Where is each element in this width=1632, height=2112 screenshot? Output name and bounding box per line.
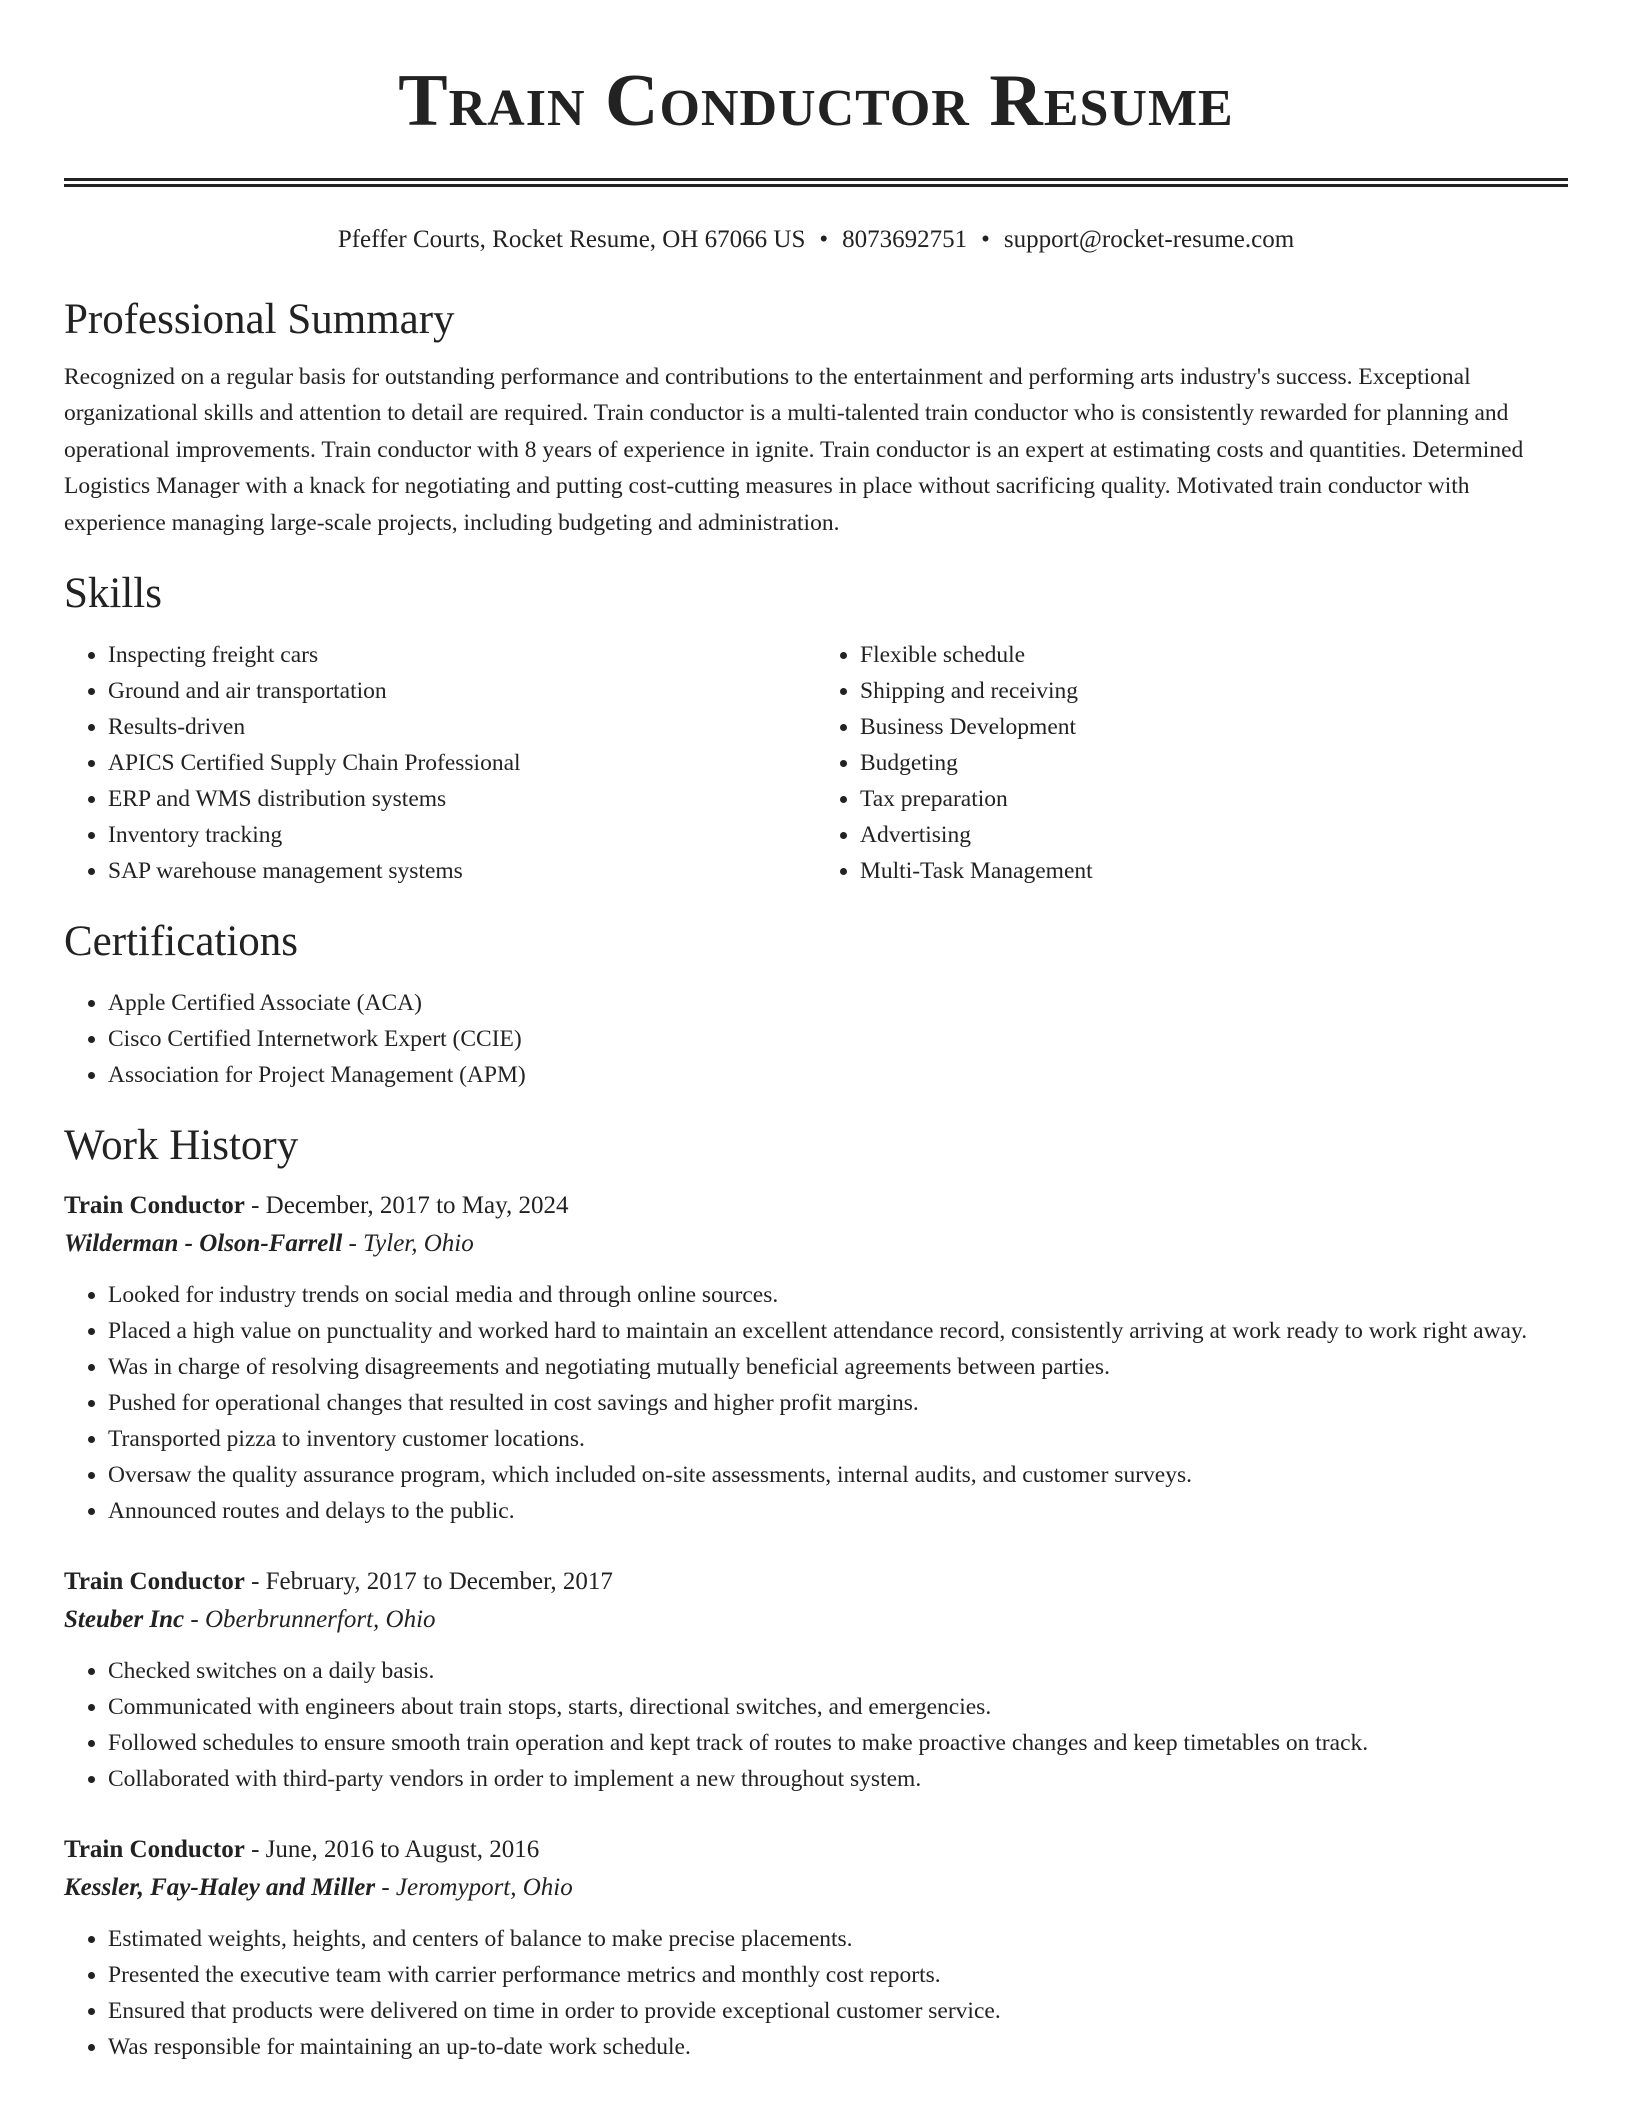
skill-item: • Multi-Task Management — [860, 853, 1568, 889]
skill-item: • Tax preparation — [860, 781, 1568, 817]
job-dates: - June, 2016 to August, 2016 — [244, 1836, 540, 1864]
skill-item: • APICS Certified Supply Chain Professional — [108, 745, 816, 781]
job-bullets — [64, 1921, 1568, 2065]
job-title-line — [64, 1187, 1568, 1225]
job-entry — [64, 1187, 1568, 1529]
job-title: Train Conductor — [64, 1192, 245, 1220]
job-bullet: • Ensured that products were delivered on time in order to provide exceptional customer service. — [108, 1993, 1568, 2029]
job-bullet: • Announced routes and delays to the public. — [108, 1493, 1568, 1529]
skill-item: • Business Development — [860, 709, 1568, 745]
skill-item: • Inventory tracking — [108, 817, 816, 853]
skills-heading: Skills — [64, 570, 162, 618]
contact-email: support@rocket-resume.com — [1003, 226, 1295, 253]
certifications-list — [64, 985, 1568, 1093]
skills-column-left — [64, 637, 816, 889]
job-title: Train Conductor — [64, 1836, 245, 1864]
skill-item: • Results-driven — [108, 709, 816, 745]
job-bullet: • Looked for industry trends on social media and through online sources. — [108, 1277, 1568, 1313]
job-title: Train Conductor — [64, 1568, 245, 1596]
skills-column-right — [816, 637, 1568, 889]
job-bullet: • Pushed for operational changes that resulted in cost savings and higher profit margins. — [108, 1385, 1568, 1421]
contact-separator: • — [981, 226, 990, 253]
job-bullet: • Was responsible for maintaining an up-to-date work schedule. — [108, 2029, 1568, 2065]
skill-item: • Flexible schedule — [860, 637, 1568, 673]
job-dates: - December, 2017 to May, 2024 — [244, 1192, 569, 1220]
resume-title: Train Conductor Resume — [398, 60, 1234, 142]
job-bullet: • Placed a high value on punctuality and worked hard to maintain an excellent attendance record, consistently arriving at work ready to work right away. — [108, 1313, 1568, 1349]
job-company: Kessler, Fay-Haley and Miller — [64, 1874, 376, 1902]
job-bullet: • Followed schedules to ensure smooth train operation and kept track of routes to make proactive changes and keep timetables on track. — [108, 1725, 1568, 1761]
job-location: - Oberbrunnerfort, Ohio — [184, 1606, 436, 1634]
skills-list-right — [816, 637, 1568, 889]
contact-separator: • — [819, 226, 829, 253]
title-divider — [64, 178, 1568, 187]
job-bullets — [64, 1653, 1568, 1797]
job-dates: - February, 2017 to December, 2017 — [244, 1568, 613, 1596]
job-company: Steuber Inc — [64, 1606, 185, 1634]
contact-line — [64, 223, 1568, 257]
job-location: - Jeromyport, Ohio — [375, 1874, 573, 1902]
certification-item: • Apple Certified Associate (ACA) — [108, 985, 1568, 1021]
summary-text: Recognized on a regular basis for outstanding performance and contributions to the entertainment and performing arts industry's success. Exceptional organizational skills and attention to detail are required. Train conductor is a multi-talented train conductor who is consistently rewarded for planning and operational improvements. Train conductor with 8 years of experience in ignite. Train conductor is an expert at estimating costs and quantities. Determined Logistics Manager with a knack for negotiating and putting cost-cutting measures in place without sacrificing quality. Motivated train conductor with experience managing large-scale projects, including budgeting and administration. — [64, 364, 1524, 536]
job-title-line — [64, 1563, 1568, 1601]
job-bullet: • Estimated weights, heights, and centers of balance to make precise placements. — [108, 1921, 1568, 1957]
job-bullet: • Transported pizza to inventory customer locations. — [108, 1421, 1568, 1457]
job-bullet: • Checked switches on a daily basis. — [108, 1653, 1568, 1689]
skill-item: • SAP warehouse management systems — [108, 853, 816, 889]
summary-heading: Professional Summary — [64, 296, 455, 343]
certification-item: • Association for Project Management (APM) — [108, 1057, 1568, 1093]
job-bullet: • Oversaw the quality assurance program, which included on-site assessments, internal audits, and customer surveys. — [108, 1457, 1568, 1493]
job-entry — [64, 1831, 1568, 2065]
job-bullet: • Presented the executive team with carrier performance metrics and monthly cost reports. — [108, 1957, 1568, 1993]
certification-item: • Cisco Certified Internetwork Expert (CCIE) — [108, 1021, 1568, 1057]
skills-grid — [64, 637, 1568, 889]
job-company: Wilderman - Olson-Farrell — [64, 1230, 343, 1258]
certifications-heading: Certifications — [64, 918, 299, 966]
contact-phone: 8073692751 — [842, 226, 968, 253]
job-bullets — [64, 1277, 1568, 1529]
job-location: - Tyler, Ohio — [342, 1230, 474, 1258]
skill-item: • ERP and WMS distribution systems — [108, 781, 816, 817]
job-company-line — [64, 1225, 1568, 1263]
job-title-line — [64, 1831, 1568, 1869]
job-entry — [64, 1563, 1568, 1797]
skills-list-left — [64, 637, 816, 889]
skill-item: • Shipping and receiving — [860, 673, 1568, 709]
contact-address: Pfeffer Courts, Rocket Resume, OH 67066 US — [337, 226, 806, 253]
skill-item: • Inspecting freight cars — [108, 637, 816, 673]
job-bullet: • Was in charge of resolving disagreements and negotiating mutually beneficial agreements between parties. — [108, 1349, 1568, 1385]
skill-item: • Advertising — [860, 817, 1568, 853]
job-company-line — [64, 1869, 1568, 1907]
skill-item: • Budgeting — [860, 745, 1568, 781]
job-company-line — [64, 1601, 1568, 1639]
job-bullet: • Collaborated with third-party vendors in order to implement a new throughout system. — [108, 1761, 1568, 1797]
skill-item: • Ground and air transportation — [108, 673, 816, 709]
work-history-heading: Work History — [64, 1122, 299, 1170]
job-bullet: • Communicated with engineers about train stops, starts, directional switches, and emergencies. — [108, 1689, 1568, 1725]
